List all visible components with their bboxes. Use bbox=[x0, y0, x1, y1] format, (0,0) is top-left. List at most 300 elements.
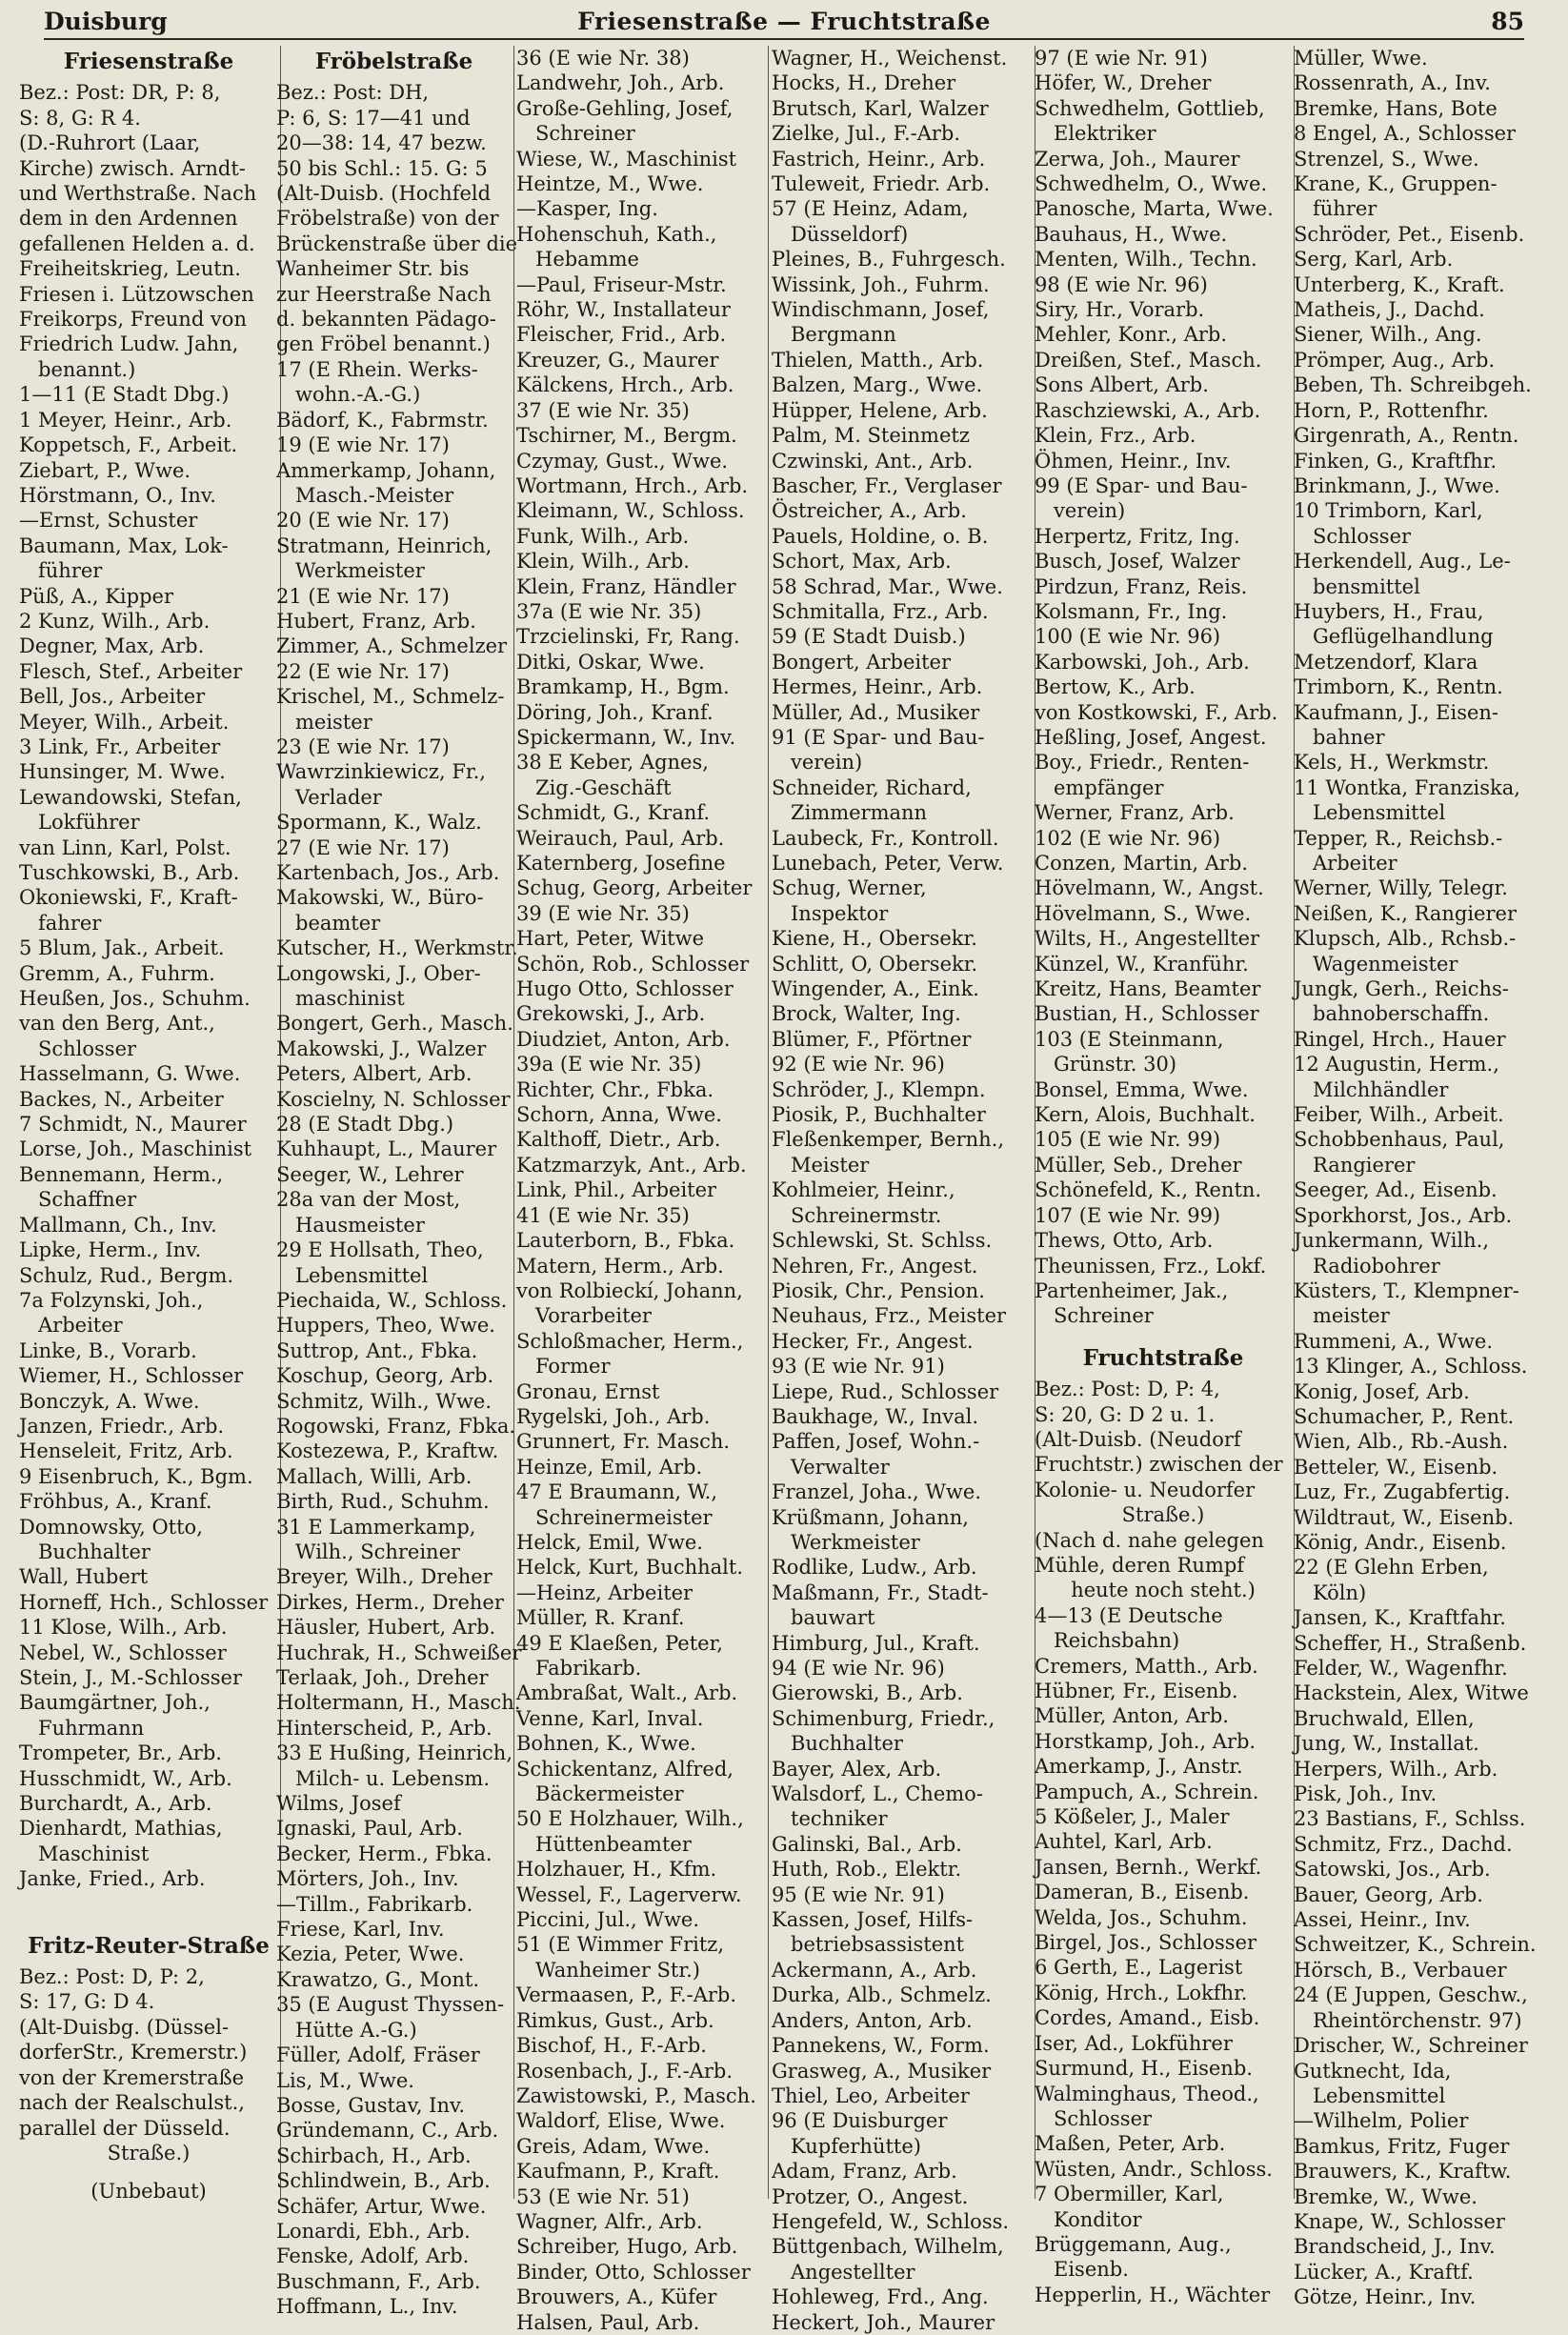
entry-line: Fenske, Adolf, Arb. bbox=[276, 2244, 470, 2268]
entry-line: Kaufmann, J., Eisen- bbox=[1294, 700, 1499, 724]
entry-line: Lücker, A., Kraftf. bbox=[1294, 2260, 1474, 2284]
entry-line: Seeger, Ad., Eisenb. bbox=[1294, 1178, 1498, 1202]
entry-line: Kreitz, Hans, Beamter bbox=[1035, 977, 1261, 1001]
entry-line: bauwart bbox=[791, 1606, 875, 1630]
entry-line: Meister bbox=[791, 1153, 870, 1177]
entry-line: Werner, Willy, Telegr. bbox=[1294, 876, 1508, 900]
entry-line: Klein, Wilh., Arb. bbox=[516, 550, 690, 574]
entry-line: Wingender, A., Eink. bbox=[772, 977, 979, 1001]
entry-line: Rummeni, A., Wwe. bbox=[1294, 1329, 1494, 1353]
spacer bbox=[19, 2165, 278, 2179]
entry-line: Former bbox=[535, 1355, 611, 1379]
entry-line: von Kostkowski, F., Arb. bbox=[1035, 700, 1278, 724]
entry-line: 29 E Hollsath, Theo, bbox=[276, 1238, 484, 1262]
entry-line: Heintze, M., Wwe. bbox=[516, 172, 704, 196]
entry-line: —Tillm., Fabrikarb. bbox=[276, 1892, 473, 1916]
entry-line: Holtermann, H., Masch. bbox=[276, 1691, 521, 1715]
entry-line: Auhtel, Karl, Arb. bbox=[1035, 1830, 1213, 1854]
entry-line: Conzen, Martin, Arb. bbox=[1035, 852, 1249, 875]
entry-line: Bruchwald, Ellen, bbox=[1294, 1706, 1475, 1730]
entry-line: Dameran, B., Eisenb. bbox=[1035, 1881, 1250, 1904]
entry-line: Brandscheid, J., Inv. bbox=[1294, 2235, 1496, 2259]
entry-line: Gründemann, C., Arb. bbox=[276, 2119, 499, 2143]
entry-line: 58 Schrad, Mar., Wwe. bbox=[772, 574, 1003, 598]
entry-line: Bennemann, Herm., bbox=[19, 1162, 224, 1186]
entry-line: Schwedhelm, Gottlieb, bbox=[1035, 96, 1265, 120]
entry-line: 95 (E wie Nr. 91) bbox=[772, 1882, 945, 1906]
entry-line: König, Andr., Eisenb. bbox=[1294, 1530, 1507, 1554]
entry-line: Dirkes, Herm., Dreher bbox=[276, 1590, 504, 1614]
entry-line: Friedrich Ludw. Jahn, bbox=[19, 332, 239, 356]
entry-line: Wiemer, H., Schlosser bbox=[19, 1364, 244, 1388]
entry-line: Bischof, H., F.-Arb. bbox=[516, 2034, 707, 2058]
entry-line: Kälckens, Hrch., Arb. bbox=[516, 373, 734, 397]
entry-line: Ignaski, Paul, Arb. bbox=[276, 1817, 463, 1841]
entry-line: S: 20, G: D 2 u. 1. bbox=[1035, 1402, 1216, 1426]
spacer bbox=[19, 1892, 278, 1930]
entry-line: empfänger bbox=[1054, 775, 1164, 799]
entry-line: 11 Klose, Wilh., Arb. bbox=[19, 1616, 228, 1640]
entry-line: Cordes, Amand., Eisb. bbox=[1035, 2006, 1260, 2030]
entry-line: Rogowski, Franz, Fbka. bbox=[276, 1414, 516, 1438]
entry-line: Lipke, Herm., Inv. bbox=[19, 1238, 202, 1262]
entry-line: Blümer, F., Pförtner bbox=[772, 1027, 972, 1051]
entry-line: 37a (E wie Nr. 35) bbox=[516, 599, 702, 623]
entry-line: Bustian, H., Schlosser bbox=[1035, 1002, 1259, 1026]
entry-line: 35 (E August Thyssen- bbox=[276, 1993, 505, 2017]
entry-line: 39 (E wie Nr. 35) bbox=[516, 901, 690, 925]
entry-line: Koscielny, N. Schlosser bbox=[276, 1087, 511, 1111]
entry-line: Küsters, T., Klempner- bbox=[1294, 1278, 1519, 1302]
entry-line: Konditor bbox=[1054, 2207, 1142, 2231]
entry-line: Schug, Werner, bbox=[772, 876, 927, 900]
entry-line: Hecker, Fr., Angest. bbox=[772, 1329, 974, 1353]
entry-line: 10 Trimborn, Karl, bbox=[1294, 499, 1483, 523]
entry-line: Meyer, Wilh., Arbeit. bbox=[19, 710, 230, 734]
entry-line: Horn, P., Rottenfhr. bbox=[1294, 398, 1489, 422]
entry-line: Krischel, M., Schmelz- bbox=[276, 685, 505, 709]
entry-line: Hebamme bbox=[535, 248, 639, 272]
entry-line: Fastrich, Heinr., Arb. bbox=[772, 147, 986, 171]
entry-line: Bädorf, K., Fabrmstr. bbox=[276, 408, 489, 432]
entry-line: Koschup, Georg, Arb. bbox=[276, 1364, 494, 1388]
entry-line: Friesen i. Lützowschen bbox=[19, 282, 254, 306]
entry-line: Wortmann, Hrch., Arb. bbox=[516, 473, 749, 497]
entry-line: König, Hrch., Lokfhr. bbox=[1035, 1981, 1248, 2004]
entry-line: Binder, Otto, Schlosser bbox=[516, 2260, 751, 2284]
entry-line: Schobbenhaus, Paul, bbox=[1294, 1128, 1505, 1152]
entry-line: Vorarbeiter bbox=[535, 1304, 652, 1328]
entry-line: Öhmen, Heinr., Inv. bbox=[1035, 449, 1232, 473]
entry-line: Linke, B., Vorarb. bbox=[19, 1339, 197, 1362]
entry-line: van Linn, Karl, Polst. bbox=[19, 835, 231, 859]
entry-line: Schreinermstr. bbox=[791, 1203, 942, 1227]
entry-line: Straße.) bbox=[1121, 1503, 1205, 1527]
entry-line: Müller, Anton, Arb. bbox=[1035, 1704, 1229, 1728]
entry-line: Walminghaus, Theod., bbox=[1035, 2082, 1259, 2105]
entry-line: Holzhauer, H., Kfm. bbox=[516, 1858, 717, 1882]
entry-line: Funk, Wilh., Arb. bbox=[516, 524, 690, 548]
entry-line: Straße.) bbox=[107, 2141, 191, 2164]
entry-line: Hunsinger, M. Wwe. bbox=[19, 760, 226, 784]
entry-line: Huybers, H., Frau, bbox=[1294, 599, 1484, 623]
entry-line: Zawistowski, P., Masch. bbox=[516, 2083, 756, 2107]
entry-line: Landwehr, Joh., Arb. bbox=[516, 71, 725, 95]
street-heading: Fröbelstraße bbox=[314, 49, 473, 74]
entry-line: Nebel, W., Schlosser bbox=[19, 1641, 227, 1664]
entry-line: gefallenen Helden a. d. bbox=[19, 231, 255, 255]
header-street-range: Friesenstraße — Fruchtstraße bbox=[577, 8, 991, 35]
entry-line: Schmitalla, Frz., Arb. bbox=[772, 599, 989, 623]
entry-line: Piosik, P., Buchhalter bbox=[772, 1103, 986, 1127]
entry-line: Matheis, J., Dachd. bbox=[1294, 298, 1485, 322]
entry-line: 12 Augustin, Herm., bbox=[1294, 1053, 1499, 1077]
entry-line: Herkendell, Aug., Le- bbox=[1294, 550, 1511, 574]
entry-line: Schorn, Anna, Wwe. bbox=[516, 1103, 722, 1127]
entry-line: Bez.: Post: DH, bbox=[276, 81, 430, 105]
entry-line: bensmittel bbox=[1313, 574, 1420, 598]
entry-line: Terlaak, Joh., Dreher bbox=[276, 1666, 489, 1689]
entry-line: Friese, Karl, Inv. bbox=[276, 1918, 445, 1942]
entry-line: Kutscher, H., Werkmstr. bbox=[276, 936, 518, 960]
entry-line: 5 Kößeler, J., Maler bbox=[1035, 1805, 1230, 1829]
entry-line: 28 (E Stadt Dbg.) bbox=[276, 1113, 454, 1137]
entry-line: Baumann, Max, Lok- bbox=[19, 533, 229, 557]
entry-line: Buchhalter bbox=[38, 1540, 151, 1563]
entry-line: Arbeiter bbox=[1313, 852, 1397, 875]
street-heading: Fruchtstraße bbox=[1082, 1344, 1244, 1371]
entry-line: Neißen, K., Rangierer bbox=[1294, 901, 1517, 925]
entry-line: Buschmann, F., Arb. bbox=[276, 2269, 481, 2293]
entry-line: Betteler, W., Eisenb. bbox=[1294, 1455, 1498, 1479]
entry-line: Surmund, H., Eisenb. bbox=[1035, 2057, 1253, 2081]
entry-line: Fleßenkemper, Bernh., bbox=[772, 1128, 1005, 1152]
entry-line: Ambraßat, Walt., Arb. bbox=[516, 1681, 738, 1705]
entry-line: 59 (E Stadt Duisb.) bbox=[772, 625, 966, 649]
entry-line: 17 (E Rhein. Werks- bbox=[276, 357, 478, 381]
entry-line: Weirauch, Paul, Arb. bbox=[516, 826, 725, 850]
entry-line: Pampuch, A., Schrein. bbox=[1035, 1780, 1259, 1803]
entry-line: —Ernst, Schuster bbox=[19, 509, 198, 533]
entry-line: 50 bis Schl.: 15. G: 5 bbox=[276, 156, 488, 180]
entry-line: 51 (E Wimmer Fritz, bbox=[516, 1933, 724, 1957]
entry-line: Wagner, H., Weichenst. bbox=[772, 47, 1008, 70]
entry-line: 1 Meyer, Heinr., Arb. bbox=[19, 408, 232, 432]
entry-line: Peters, Albert, Arb. bbox=[276, 1062, 472, 1086]
entry-line: Hörstmann, O., Inv. bbox=[19, 483, 216, 507]
entry-line: Krane, K., Gruppen- bbox=[1294, 172, 1498, 196]
entry-line: verein) bbox=[791, 751, 863, 775]
entry-line: Hohleweg, Frd., Ang. bbox=[772, 2285, 989, 2309]
entry-line: Grunnert, Fr. Masch. bbox=[516, 1430, 731, 1454]
entry-line: Bosse, Gustav, Inv. bbox=[276, 2093, 466, 2117]
entry-line: Thews, Otto, Arb. bbox=[1035, 1229, 1214, 1253]
entry-line: Wanheimer Str.) bbox=[535, 1958, 700, 1982]
entry-line: 22 (E Glehn Erben, bbox=[1294, 1556, 1489, 1580]
entry-line: (Alt-Duisb. (Neudorf bbox=[1035, 1427, 1241, 1451]
entry-line: Lunebach, Peter, Verw. bbox=[772, 852, 1004, 875]
entry-line: —Wilhelm, Polier bbox=[1294, 2109, 1469, 2133]
entry-line: Tuleweit, Friedr. Arb. bbox=[772, 172, 991, 196]
entry-line: Strenzel, S., Wwe. bbox=[1294, 147, 1479, 171]
entry-line: Galinski, Bal., Arb. bbox=[772, 1832, 962, 1856]
entry-line: Theunissen, Frz., Lokf. bbox=[1035, 1254, 1267, 1278]
entry-line: Schröder, J., Klempn. bbox=[772, 1077, 986, 1101]
entry-line: Gutknecht, Ida, bbox=[1294, 2059, 1452, 2083]
entry-line: Longowski, J., Ober- bbox=[276, 961, 481, 985]
entry-line: Husschmidt, W., Arb. bbox=[19, 1766, 232, 1790]
entry-line: Schulz, Rud., Bergm. bbox=[19, 1263, 234, 1287]
entry-line: Wagenmeister bbox=[1313, 952, 1458, 976]
entry-line: Busch, Josef, Walzer bbox=[1035, 550, 1240, 574]
entry-line: Halsen, Paul, Arb. bbox=[516, 2310, 700, 2334]
entry-line: Janke, Fried., Arb. bbox=[19, 1867, 206, 1891]
entry-line: 13 Klinger, A., Schloss. bbox=[1294, 1355, 1528, 1379]
entry-line: Schug, Georg, Arbeiter bbox=[516, 876, 753, 900]
entry-line: Masch.-Meister bbox=[295, 483, 454, 507]
entry-line: Lokführer bbox=[38, 811, 140, 835]
entry-line: Kuhhaupt, L., Maurer bbox=[276, 1137, 497, 1161]
entry-line: Birth, Rud., Schuhm. bbox=[276, 1490, 490, 1514]
entry-line: Schlewski, St. Schlss. bbox=[772, 1229, 993, 1253]
entry-line: Bez.: Post: D, P: 2, bbox=[19, 1965, 205, 1989]
entry-line: Schmidt, G., Kranf. bbox=[516, 801, 711, 825]
entry-line: Hackstein, Alex, Witwe bbox=[1294, 1681, 1529, 1705]
entry-line: Schlosser bbox=[1313, 524, 1412, 548]
entry-line: Bramkamp, H., Bgm. bbox=[516, 675, 730, 699]
page-number: 85 bbox=[1491, 8, 1524, 35]
entry-line: Maschinist bbox=[38, 1842, 150, 1865]
entry-line: führer bbox=[1313, 197, 1377, 221]
entry-line: Schlitt, O, Obersekr. bbox=[772, 952, 978, 976]
entry-line: Hübner, Fr., Eisenb. bbox=[1035, 1680, 1238, 1702]
entry-line: Wiese, W., Maschinist bbox=[516, 147, 737, 171]
entry-line: Bremke, Hans, Bote bbox=[1294, 96, 1498, 120]
entry-line: von der Kremerstraße bbox=[19, 2065, 245, 2089]
entry-line: Stein, J., M.-Schlosser bbox=[19, 1666, 242, 1689]
column-1 bbox=[19, 46, 278, 2204]
entry-line: Heßling, Josef, Angest. bbox=[1035, 725, 1267, 749]
entry-line: 103 (E Steinmann, bbox=[1035, 1027, 1224, 1051]
entry-line: Rangierer bbox=[1313, 1153, 1416, 1177]
entry-line: Maßen, Peter, Arb. bbox=[1035, 2132, 1226, 2156]
entry-line: Bongert, Arbeiter bbox=[772, 650, 951, 674]
entry-line: Schmitz, Frz., Dachd. bbox=[1294, 1832, 1513, 1856]
entry-line: Bauhaus, H., Wwe. bbox=[1035, 222, 1228, 246]
entry-line: bahnoberschaffn. bbox=[1313, 1002, 1490, 1026]
entry-line: verein) bbox=[1054, 499, 1126, 523]
entry-line: Serg, Karl, Arb. bbox=[1294, 248, 1454, 272]
entry-line: Helck, Kurt, Buchhalt. bbox=[516, 1556, 743, 1580]
entry-line: —Paul, Friseur-Mstr. bbox=[516, 272, 727, 296]
entry-line: Windischmann, Josef, bbox=[772, 298, 990, 322]
entry-line: Hüpper, Helene, Arb. bbox=[772, 398, 988, 422]
entry-line: Mehler, Konr., Arb. bbox=[1035, 323, 1228, 347]
entry-line: Hövelmann, W., Angst. bbox=[1035, 876, 1264, 900]
entry-line: Buchhalter bbox=[791, 1732, 903, 1756]
entry-line: Bamkus, Fritz, Fuger bbox=[1294, 2134, 1510, 2158]
entry-line: Grekowski, J., Arb. bbox=[516, 1002, 706, 1026]
entry-line: Müller, Ad., Musiker bbox=[772, 700, 980, 724]
entry-line: Grasweg, A., Musiker bbox=[772, 2059, 992, 2083]
entry-line: 105 (E wie Nr. 99) bbox=[1035, 1128, 1221, 1152]
entry-line: Henseleit, Fritz, Arb. bbox=[19, 1439, 233, 1463]
entry-line: Gremm, A., Fuhrm. bbox=[19, 961, 215, 985]
entry-line: Künzel, W., Kranführ. bbox=[1035, 952, 1249, 976]
entry-line: P: 6, S: 17—41 und bbox=[276, 106, 471, 130]
entry-line: Lewandowski, Stefan, bbox=[19, 785, 242, 809]
entry-line: Püß, A., Kipper bbox=[19, 584, 173, 608]
entry-line: Baumgärtner, Joh., bbox=[19, 1691, 211, 1715]
entry-line: Rosenbach, J., F.-Arb. bbox=[516, 2059, 733, 2083]
entry-line: Trompeter, Br., Arb. bbox=[19, 1741, 222, 1765]
entry-line: Röhr, W., Installateur bbox=[516, 298, 731, 322]
entry-line: Schlindwein, B., Arb. bbox=[276, 2169, 491, 2193]
entry-line: Lauterborn, B., Fbka. bbox=[516, 1229, 735, 1253]
entry-line: Lebensmittel bbox=[1313, 2083, 1446, 2107]
entry-line: Seeger, W., Lehrer bbox=[276, 1162, 464, 1186]
entry-line: Richter, Chr., Fbka. bbox=[516, 1077, 714, 1101]
entry-line: bahner bbox=[1313, 725, 1385, 749]
entry-line: Pleines, B., Fuhrgesch. bbox=[772, 248, 1006, 272]
entry-line: Füller, Adolf, Fräser bbox=[276, 2043, 480, 2067]
entry-line: 11 Wontka, Franziska, bbox=[1294, 775, 1520, 799]
entry-line: Pisk, Joh., Inv. bbox=[1294, 1782, 1437, 1806]
entry-line: Schickentanz, Alfred, bbox=[516, 1757, 734, 1781]
entry-line: Himburg, Jul., Kraft. bbox=[772, 1631, 980, 1655]
entry-line: Stratmann, Heinrich, bbox=[276, 533, 493, 557]
entry-line: Degner, Max, Arb. bbox=[19, 634, 205, 658]
entry-line: Trimborn, K., Rentn. bbox=[1294, 675, 1503, 699]
entry-line: S: 8, G: R 4. bbox=[19, 106, 141, 130]
entry-line: Kalthoff, Dietr., Arb. bbox=[516, 1128, 721, 1152]
entry-line: Schröder, Pet., Eisenb. bbox=[1294, 222, 1525, 246]
entry-line: Zimmermann bbox=[791, 801, 928, 825]
entry-line: Geflügelhandlung bbox=[1313, 625, 1494, 649]
entry-line: Gierowski, B., Arb. bbox=[772, 1681, 963, 1705]
entry-line: Reichsbahn) bbox=[1054, 1629, 1180, 1653]
entry-line: Hinterscheid, P., Arb. bbox=[276, 1716, 493, 1740]
entry-line: Schäfer, Artur, Wwe. bbox=[276, 2194, 487, 2218]
entry-line: Hubert, Franz, Arb. bbox=[276, 609, 476, 633]
entry-line: 8 Engel, A., Schlosser bbox=[1294, 122, 1517, 146]
entry-line: Schirbach, H., Arb. bbox=[276, 2144, 472, 2167]
entry-line: Luz, Fr., Zugabfertig. bbox=[1294, 1480, 1511, 1504]
entry-line: Kostezewa, P., Kraftw. bbox=[276, 1439, 499, 1463]
entry-line: Bremke, W., Wwe. bbox=[1294, 2184, 1478, 2208]
entry-line: Spickermann, W., Inv. bbox=[516, 725, 736, 749]
entry-line: Schneider, Richard, bbox=[772, 775, 972, 799]
entry-line: Hüttenbeamter bbox=[535, 1832, 692, 1856]
entry-line: Ziebart, P., Wwe. bbox=[19, 458, 191, 482]
entry-line: Jung, W., Installat. bbox=[1294, 1732, 1479, 1756]
entry-line: techniker bbox=[791, 1807, 888, 1831]
entry-line: Welda, Jos., Schuhm. bbox=[1035, 1905, 1248, 1929]
entry-line: Bell, Jos., Arbeiter bbox=[19, 685, 206, 709]
entry-line: Wessel, F., Lagerverw. bbox=[516, 1882, 742, 1906]
entry-line: Unterberg, K., Kraft. bbox=[1294, 272, 1505, 296]
entry-line: dorferStr., Kremerstr.) bbox=[19, 2041, 248, 2064]
entry-line: 7 Obermiller, Karl, bbox=[1035, 2183, 1224, 2206]
entry-line: (Nach d. nahe gelegen bbox=[1035, 1528, 1264, 1552]
entry-line: Schort, Max, Arb. bbox=[772, 550, 952, 574]
entry-line: Hohenschuh, Kath., bbox=[516, 222, 717, 246]
entry-line: dem in den Ardennen bbox=[19, 207, 238, 231]
entry-line: wohn.-A.-G.) bbox=[295, 383, 421, 407]
entry-line: Düsseldorf) bbox=[791, 222, 909, 246]
entry-line: 102 (E wie Nr. 96) bbox=[1035, 826, 1221, 850]
entry-line: Diudziet, Anton, Arb. bbox=[516, 1027, 731, 1051]
entry-line: Venne, Karl, Inval. bbox=[516, 1706, 704, 1730]
entry-line: beamter bbox=[295, 911, 381, 935]
entry-line: Fuhrmann bbox=[38, 1716, 145, 1740]
entry-line: Protzer, O., Angest. bbox=[772, 2184, 969, 2208]
entry-line: heute noch steht.) bbox=[1071, 1579, 1256, 1602]
entry-line: Kartenbach, Jos., Arb. bbox=[276, 861, 500, 884]
entry-line: Sporkhorst, Jos., Arb. bbox=[1294, 1203, 1513, 1227]
entry-line: 36 (E wie Nr. 38) bbox=[516, 47, 690, 70]
entry-line: Czymay, Gust., Wwe. bbox=[516, 449, 729, 473]
entry-line: Freikorps, Freund von bbox=[19, 308, 247, 332]
entry-line: 2 Kunz, Wilh., Arb. bbox=[19, 609, 211, 633]
entry-line: Metzendorf, Klara bbox=[1294, 650, 1478, 674]
entry-line: (Alt-Duisbg. (Düssel- bbox=[19, 2015, 230, 2039]
entry-line: (D.-Ruhrort (Laar, bbox=[19, 131, 201, 155]
entry-line: 37 (E wie Nr. 35) bbox=[516, 398, 690, 422]
entry-line: Panosche, Marta, Wwe. bbox=[1035, 197, 1274, 221]
entry-line: 7 Schmidt, N., Maurer bbox=[19, 1113, 247, 1137]
entry-line: Trzcielinski, Fr, Rang. bbox=[516, 625, 740, 649]
entry-line: meister bbox=[295, 710, 372, 734]
entry-line: Zig.-Geschäft bbox=[535, 775, 672, 799]
entry-line: Brüggemann, Aug., bbox=[1035, 2232, 1232, 2256]
entry-line: Krawatzo, G., Mont. bbox=[276, 1967, 480, 1991]
street-heading: Fritz-Reuter-Straße bbox=[28, 1932, 270, 1959]
entry-line: Siener, Wilh., Ang. bbox=[1294, 323, 1482, 347]
entry-line: Finken, G., Kraftfhr. bbox=[1294, 449, 1498, 473]
entry-line: Heckert, Joh., Maurer bbox=[772, 2310, 995, 2334]
entry-line: Janzen, Friedr., Arb. bbox=[19, 1414, 225, 1438]
entry-line: meister bbox=[1313, 1304, 1390, 1328]
entry-line: Breyer, Wilh., Dreher bbox=[276, 1565, 493, 1589]
entry-line: Gronau, Ernst bbox=[516, 1379, 660, 1403]
entry-line: 19 (E wie Nr. 17) bbox=[276, 433, 450, 457]
entry-line: 9 Eisenbruch, K., Bgm. bbox=[19, 1464, 253, 1488]
entry-line: 96 (E Duisburger bbox=[772, 2109, 948, 2133]
entry-line: Kleimann, W., Schloss. bbox=[516, 499, 745, 523]
entry-line: Link, Phil., Arbeiter bbox=[516, 1178, 717, 1202]
entry-line: Heinze, Emil, Arb. bbox=[516, 1455, 703, 1479]
entry-line: Hermes, Heinr., Arb. bbox=[772, 675, 983, 699]
entry-line: 107 (E wie Nr. 99) bbox=[1035, 1203, 1221, 1227]
entry-line: Wilh., Schreiner bbox=[295, 1540, 461, 1563]
entry-line: Pirdzun, Franz, Reis. bbox=[1035, 574, 1248, 598]
entry-line: Dienhardt, Mathias, bbox=[19, 1817, 223, 1841]
entry-line: Menten, Wilh., Techn. bbox=[1035, 248, 1257, 272]
entry-line: Cremers, Matth., Arb. bbox=[1035, 1654, 1258, 1678]
entry-line: Koppetsch, F., Arbeit. bbox=[19, 433, 238, 457]
entry-line: 99 (E Spar- und Bau- bbox=[1035, 473, 1248, 497]
entry-line: Rheintörchenstr. 97) bbox=[1313, 2008, 1522, 2032]
entry-line: Raschziewski, A., Arb. bbox=[1035, 398, 1261, 422]
entry-line: Assei, Heinr., Inv. bbox=[1294, 1908, 1471, 1932]
entry-line: Bascher, Fr., Verglaser bbox=[772, 473, 1002, 497]
entry-line: Rossenrath, A., Inv. bbox=[1294, 71, 1491, 95]
entry-line: Kassen, Josef, Hilfs- bbox=[772, 1908, 974, 1932]
entry-line: Scheffer, H., Straßenb. bbox=[1294, 1631, 1527, 1655]
entry-line: Palm, M. Steinmetz bbox=[772, 424, 970, 448]
entry-line: Brutsch, Karl, Walzer bbox=[772, 96, 989, 120]
